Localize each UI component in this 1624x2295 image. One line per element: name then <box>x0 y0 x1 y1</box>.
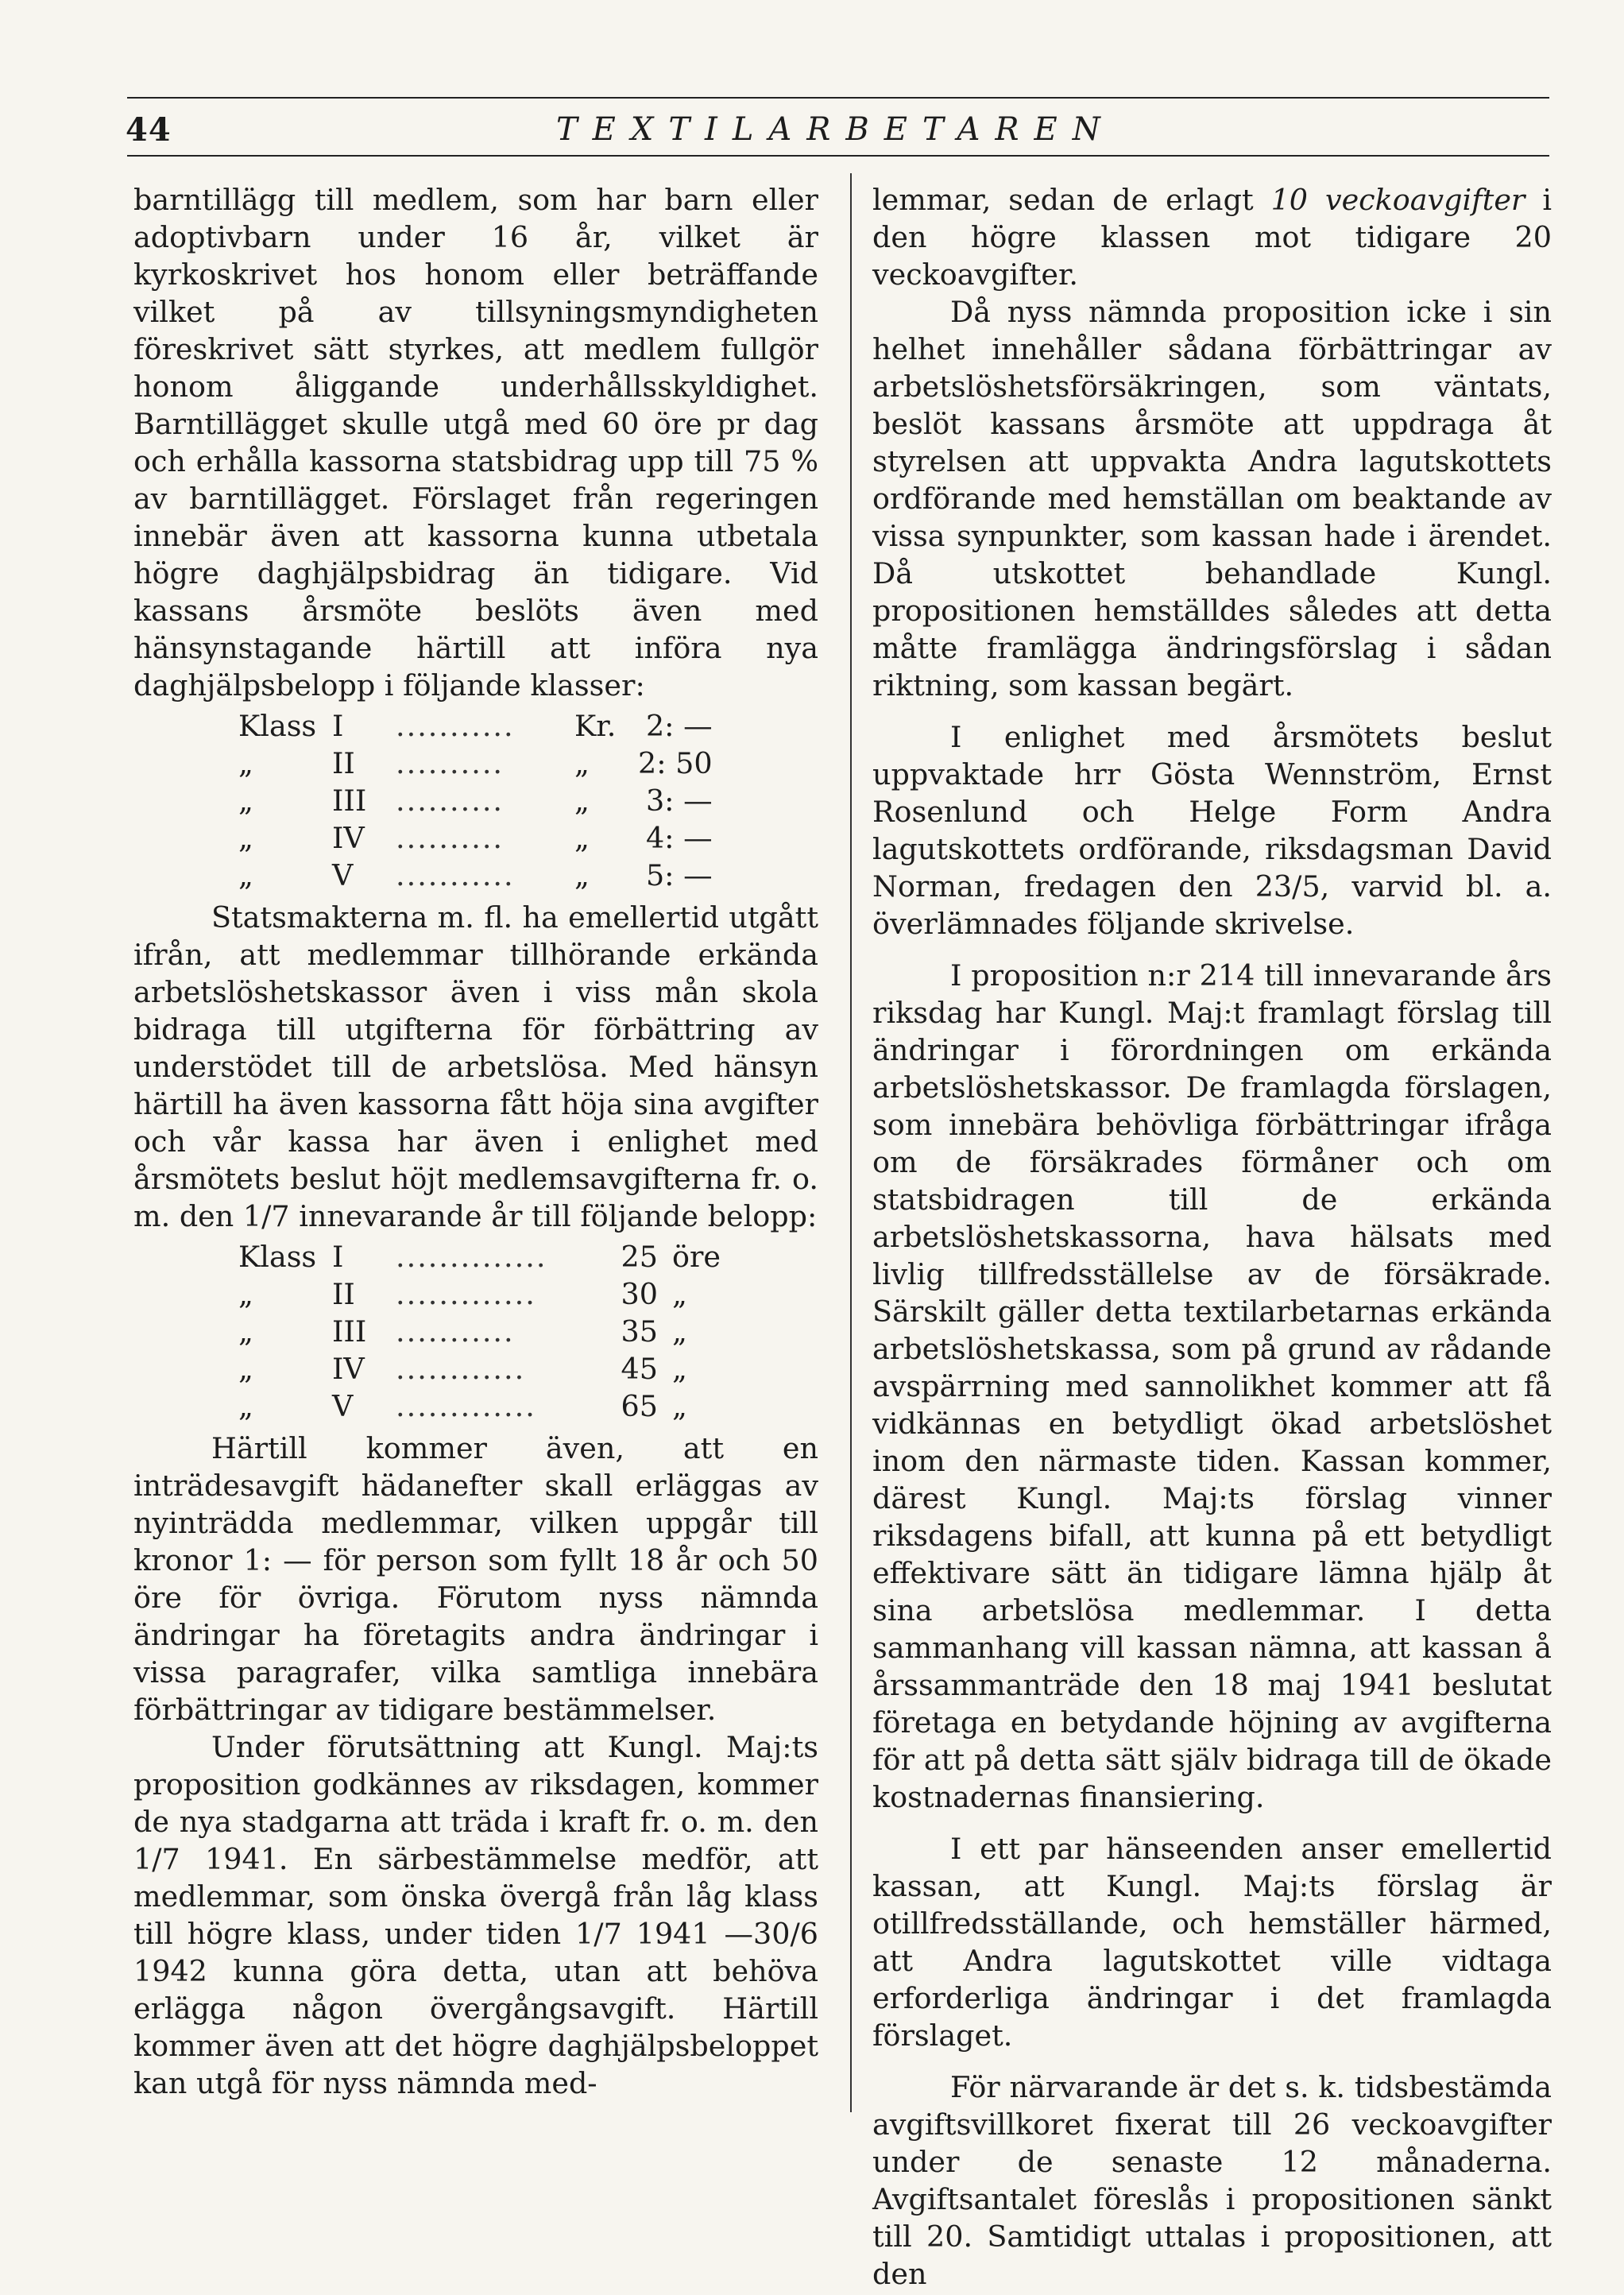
paragraph: Då nyss nämnda proposition icke i sin helhet innehåller sådana förbättringar av arbetslöshetsförsäkringen, som väntats, beslöt kassans årsmöte att uppdraga åt styrelsen att uppvakta Andra lagutskottets ordförande med hemställan om beaktande av vissa synpunkter, som kassan hade i ärendet. Då utskottet behandlade Kungl. propositionen hemställdes således att detta måtte framlägga ändringsförslag i sådan riktning, som kassan begärt. <box>872 295 1552 702</box>
paragraph: Under förutsättning att Kungl. Maj:ts proposition godkännes av riksdagen, kommer de nya stadgarna att träda i kraft fr. o. m. den 1/7 1941. En särbestämmelse medför, att medlemmar, som önska övergå från låg klass till högre klass, under tiden 1/7 1941 —30/6 1942 kunna göra detta, utan att behöva erlägga någon övergångsavgift. Härtill kommer även att det högre daghjälpsbeloppet kan utgå för nyss nämnda med- <box>133 1730 818 2100</box>
table-cell-amount: 2: 50 <box>638 746 713 780</box>
table-cell-cls: V <box>332 858 354 892</box>
table-cell-prefix: „ <box>238 1314 253 1349</box>
table-cell-prefix: „ <box>238 858 253 892</box>
table-cell-dots: .......... <box>396 746 505 780</box>
paragraph: I proposition n:r 214 till innevarande års riksdag har Kungl. Maj:t framlagt förslag till ändringar i förordningen om erkända arbetslöshetskassor. De framlagda förslagen, som innebära behövliga förbättringar ifråga om de försäkrades förmåner och om statsbidragen till de erkända arbetslöshetskassorna, hava hälsats med livlig tillfredsställelse av de försäkrade. Särskilt gäller detta textilarbetarnas erkända arbetslöshetskassa, som på grund av rådande avspärrning med sannolikhet kommer att få vidkännas en betydligt ökad arbetslöshet inom den närmaste tiden. Kassan kommer, därest Kungl. Maj:ts förslag vinner riksdagens bifall, att kunna på ett betydligt effektivare sätt än tidigare lämna hjälp åt sina arbetslösa medlemmar. I detta sammanhang vill kassan nämna, att kassan å årssammanträde den 18 maj 1941 beslutat företaga en betydande höjning av avgifterna för att på detta sätt själv bidraga till de ökade kostnadernas finansiering. <box>872 958 1552 1814</box>
paragraph: Statsmakterna m. fl. ha emellertid utgått ifrån, att medlemmar tillhörande erkända arbetslöshetskassor även i viss mån skola bidraga till utgifterna för förbättring av understödet till de arbetslösa. Med hänsyn härtill ha även kassorna fått höja sina avgifter och vår kassa har även i enlighet med årsmötets beslut höjt medlemsavgifterna fr. o. m. den 1/7 innevarande år till följande belopp: <box>133 900 818 1233</box>
table-cell-dots: ............. <box>396 1389 536 1423</box>
table-cell-prefix: „ <box>238 1389 253 1423</box>
table-cell-prefix: „ <box>238 821 253 855</box>
table-cell-cls: IV <box>332 1352 365 1386</box>
membership-fee-table <box>238 1238 721 1425</box>
table-cell-prefix: „ <box>238 746 253 780</box>
table-cell-prefix: „ <box>238 1277 253 1311</box>
table-cell-cls: II <box>332 1277 355 1311</box>
table-cell-unit: „ <box>672 1389 687 1423</box>
table-cell-cls: V <box>332 1389 354 1423</box>
table-cell-unit: öre <box>672 1240 721 1274</box>
paragraph: I ett par hänseenden anser emellertid kassan, att Kungl. Maj:ts förslag är otillfredsställande, och hemställer härmed, att Andra lagutskottet ville vidtaga erforderliga ändringar i det framlagda förslaget. <box>872 1832 1552 2053</box>
table-cell-unit: „ <box>672 1277 687 1311</box>
table-cell-curr: „ <box>574 821 590 855</box>
table-row <box>238 1238 721 1275</box>
table-cell-dots: ............ <box>396 1352 526 1386</box>
table-cell-unit: „ <box>672 1314 687 1349</box>
table-cell-curr: „ <box>574 746 590 780</box>
table-cell-amount: 5: — <box>645 858 713 892</box>
table-cell-amount: 3: — <box>645 784 713 818</box>
paragraph <box>872 181 1552 293</box>
text-run: lemmar, sedan de erlagt <box>872 183 1271 217</box>
table-cell-dots: ............. <box>396 1277 536 1311</box>
column-divider <box>850 173 852 2112</box>
table-cell-dots: .......... <box>396 821 505 855</box>
text-run: i den högre klassen mot tidigare 20 veckoavgifter. <box>872 183 1552 292</box>
table-cell-prefix: Klass <box>238 1240 317 1274</box>
paragraph: barntillägg till medlem, som har barn eller adoptivbarn under 16 år, vilket är kyrkoskrivet hos honom eller beträffande vilket på av tillsyningsmyndigheten föreskrivet sätt styrkes, att medlem fullgör honom åliggande underhållsskyldighet. Barntillägget skulle utgå med 60 öre pr dag och erhålla kassorna statsbidrag upp till 75 % av barntillägget. Förslaget från regeringen innebär även att kassorna kunna utbetala högre daghjälpsbidrag än tidigare. Vid kassans årsmöte beslöts även med hänsynstagande härtill att införa nya daghjälpsbelopp i följande klasser: <box>133 183 818 702</box>
table-cell-cls: I <box>332 1240 344 1274</box>
header-bottom-rule <box>127 155 1549 157</box>
paragraph: För närvarande är det s. k. tidsbestämda avgiftsvillkoret fixerat till 26 veckoavgifter under de senaste 12 månaderna. Avgiftsantalet föreslås i propositionen sänkt till 20. Samtidigt uttalas i propositionen, att den <box>872 2070 1552 2291</box>
table-cell-amount: 4: — <box>645 821 713 855</box>
table-cell-dots: ........... <box>396 709 515 743</box>
table-row <box>238 782 713 819</box>
table-cell-dots: .......... <box>396 784 505 818</box>
table-row <box>238 707 713 745</box>
table-cell-dots: .............. <box>396 1240 547 1274</box>
table-cell-curr: Kr. <box>574 709 617 743</box>
table-cell-amount: 25 <box>621 1240 658 1274</box>
table-row <box>238 819 713 857</box>
table-cell-amount: 35 <box>621 1314 658 1349</box>
table-row <box>238 1387 721 1425</box>
table-cell-amount: 45 <box>621 1352 658 1386</box>
table-cell-prefix: „ <box>238 1352 253 1386</box>
table-cell-cls: I <box>332 709 344 743</box>
table-cell-amount: 2: — <box>645 709 713 743</box>
table-row <box>238 1350 721 1387</box>
table-cell-dots: ........... <box>396 1314 515 1349</box>
journal-title: TEXTILARBETAREN <box>556 111 1116 148</box>
table-row <box>238 745 713 782</box>
emphasized-text: 10 veckoavgifter <box>1270 183 1525 217</box>
table-cell-cls: II <box>332 746 355 780</box>
table-cell-curr: „ <box>574 784 590 818</box>
table-cell-cls: IV <box>332 821 365 855</box>
table-cell-curr: „ <box>574 858 590 892</box>
table-row <box>238 1275 721 1313</box>
page-number: 44 <box>126 111 172 149</box>
header-top-rule <box>127 97 1549 99</box>
table-cell-dots: ........... <box>396 858 515 892</box>
table-cell-prefix: „ <box>238 784 253 818</box>
table-cell-cls: III <box>332 784 367 818</box>
table-cell-prefix: Klass <box>238 709 317 743</box>
table-cell-amount: 65 <box>621 1389 658 1423</box>
table-row <box>238 1313 721 1350</box>
table-cell-amount: 30 <box>621 1277 658 1311</box>
right-column <box>872 181 1552 2293</box>
left-column <box>133 181 818 2102</box>
table-cell-unit: „ <box>672 1352 687 1386</box>
paragraph: Härtill kommer även, att en inträdesavgift hädanefter skall erläggas av nyinträdda medlemmar, vilken uppgår till kronor 1: — för person som fyllt 18 år och 50 öre för övriga. Förutom nyss nämnda ändringar ha företagits andra ändringar i vissa paragrafer, vilka samtliga innebära förbättringar av tidigare bestämmelser. <box>133 1431 818 1727</box>
paragraph: I enlighet med årsmötets beslut uppvaktade hrr Gösta Wennström, Ernst Rosenlund och Helge Form Andra lagutskottets ordförande, riksdagsman David Norman, fredagen den 23/5, varvid bl. a. överlämnades följande skrivelse. <box>872 720 1552 941</box>
table-row <box>238 857 713 894</box>
daily-benefit-table <box>238 707 713 894</box>
table-cell-cls: III <box>332 1314 367 1349</box>
